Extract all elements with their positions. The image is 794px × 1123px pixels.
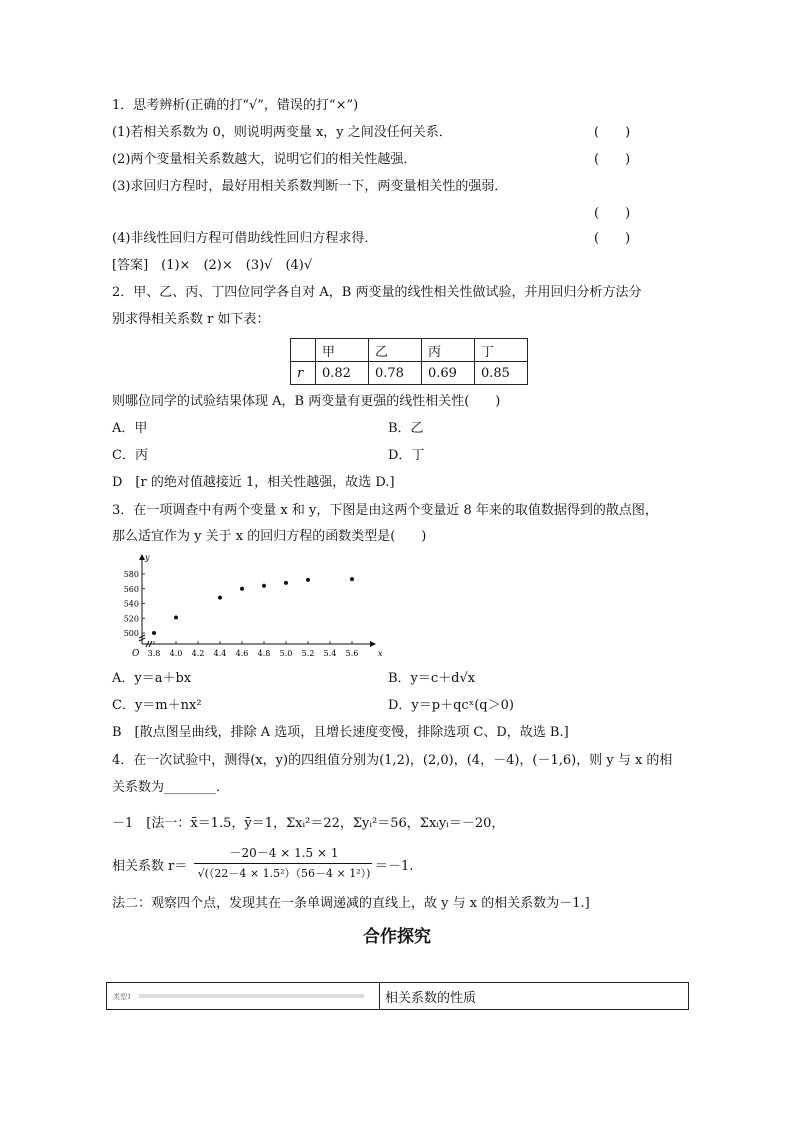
x-tick-label: 5.6 <box>345 649 359 658</box>
table-row <box>291 362 528 385</box>
scatter-point <box>152 631 156 635</box>
q3-line-1: 3．在一项调查中有两个变量 x 和 y，下图是由这两个变量近 8 年来的取值数据得到的散点图， <box>112 503 658 518</box>
scatter-point <box>350 577 354 581</box>
table-row <box>291 339 528 362</box>
scatter-plot <box>112 552 382 662</box>
table-cell: 0.82 <box>316 362 369 385</box>
y-tick-label: 580 <box>123 570 139 579</box>
scatter-point <box>284 581 288 585</box>
q3-option-c: C．y＝m＋nx² <box>112 698 202 713</box>
q1-item-1: (1)若相关系数为 0，则说明两变量 x，y 之间没任何关系． <box>112 125 452 140</box>
y-tick-label: 500 <box>123 629 139 638</box>
correlation-table <box>290 338 528 385</box>
scatter-point <box>306 578 310 582</box>
q1-answer-blank-4: ( ) <box>594 231 631 246</box>
q2-option-a: A．甲 <box>112 421 148 436</box>
q3-answer: B [散点图呈曲线，排除 A 选项，且增长速度变慢，排除选项 C、D，故选 B.] <box>112 725 569 740</box>
q4-solution-1: －1 [法一：x̄＝1.5，ȳ＝1，Σxᵢ²＝22，Σyᵢ²＝56，Σxᵢyᵢ＝－20， <box>112 816 505 831</box>
q3-option-d: D．y＝p＋qcˣ(q＞0) <box>388 698 514 713</box>
table-cell: 甲 <box>316 339 369 362</box>
origin-label: O <box>132 649 140 659</box>
q4-solution-2-prefix: 相关系数 r＝ <box>112 859 188 874</box>
q1-item-2: (2)两个变量相关系数越大，说明它们的相关性越强． <box>112 152 417 167</box>
fraction-denominator: √(（22－4 × 1.5²）（56－4 × 1²）) <box>197 867 371 880</box>
scatter-point <box>218 596 222 600</box>
y-tick-label: 520 <box>123 614 139 624</box>
q1-answer-blank-1: ( ) <box>594 125 631 140</box>
x-tick-label: 4.8 <box>257 649 271 658</box>
q2-option-d: D．丁 <box>388 448 425 463</box>
table-cell: r <box>291 362 316 385</box>
q4-line-1: 4．在一次试验中，测得(x，y)的四组值分别为(1,2)，(2,0)，(4，－4)，(－1,6)，则 y 与 x 的相 <box>112 753 673 768</box>
x-tick-label: 5.4 <box>323 649 337 658</box>
q3-option-b: B．y＝c＋d√x <box>388 671 476 686</box>
x-tick-label: 5.0 <box>279 649 293 658</box>
x-tick-label: 4.4 <box>213 649 227 658</box>
table-cell: 乙 <box>369 339 422 362</box>
table-cell: 丙 <box>422 339 475 362</box>
x-tick-label: 5.2 <box>301 649 315 658</box>
x-tick-label: 4.6 <box>235 649 249 658</box>
q2-option-b: B．乙 <box>388 421 424 436</box>
topic-label: 相关系数的性质 <box>385 991 477 1006</box>
q2-option-c: C．丙 <box>112 448 148 463</box>
box-divider <box>379 983 380 1009</box>
q4-solution-3: 法二：观察四个点，发现其在一条单调递减的直线上，故 y 与 x 的相关系数为－1.] <box>112 896 590 911</box>
scatter-point <box>174 616 178 620</box>
q1-answer: [答案] (1)× (2)× (3)√ (4)√ <box>112 258 313 273</box>
q3-line-2: 那么适宜作为 y 关于 x 的回归方程的函数类型是( ) <box>112 529 427 544</box>
section-heading: 合作探究 <box>363 927 431 947</box>
x-axis-arrow <box>370 641 376 647</box>
fraction-bar <box>194 863 372 864</box>
q2-question: 则哪位同学的试验结果体现 A，B 两变量有更强的线性相关性( ) <box>112 394 501 409</box>
x-tick-label: 3.8 <box>147 649 161 658</box>
table-cell: 0.69 <box>422 362 475 385</box>
y-axis-label: y <box>145 553 150 562</box>
type-badge: 类型1 <box>113 993 132 1001</box>
q1-item-3: (3)求回归方程时，最好用相关系数判断一下，两变量相关性的强弱． <box>112 179 508 194</box>
x-tick-label: 4.2 <box>191 649 205 658</box>
q2-line-2: 别求得相关系数 r 如下表： <box>112 312 270 327</box>
table-cell: 0.85 <box>475 362 528 385</box>
table-cell <box>291 339 316 362</box>
x-tick-label: 4.0 <box>169 649 183 658</box>
q1-answer-blank-3: ( ) <box>594 206 631 221</box>
q4-line-2: 关系数为________． <box>112 780 230 795</box>
q1-title: 1．思考辨析(正确的打“√”，错误的打“×”) <box>112 98 359 113</box>
x-axis-label: x <box>378 649 383 658</box>
y-tick-label: 560 <box>123 584 139 594</box>
topic-box <box>106 982 689 1010</box>
fraction-numerator: －20－4 × 1.5 × 1 <box>229 846 339 860</box>
scatter-point <box>262 584 266 588</box>
q4-solution-2-suffix: ＝－1. <box>375 859 414 874</box>
table-cell: 0.78 <box>369 362 422 385</box>
badge-bar <box>139 994 364 998</box>
scatter-point <box>240 587 244 591</box>
q2-line-1: 2．甲、乙、丙、丁四位同学各自对 A，B 两变量的线性相关性做试验，并用回归分析方法分 <box>112 285 642 300</box>
table-cell: 丁 <box>475 339 528 362</box>
q2-answer: D [r 的绝对值越接近 1，相关性越强，故选 D.] <box>112 475 395 490</box>
q1-answer-blank-2: ( ) <box>594 152 631 167</box>
q1-item-4: (4)非线性回归方程可借助线性回归方程求得． <box>112 231 378 246</box>
q3-option-a: A．y＝a＋bx <box>112 671 192 686</box>
y-tick-label: 540 <box>123 599 139 609</box>
